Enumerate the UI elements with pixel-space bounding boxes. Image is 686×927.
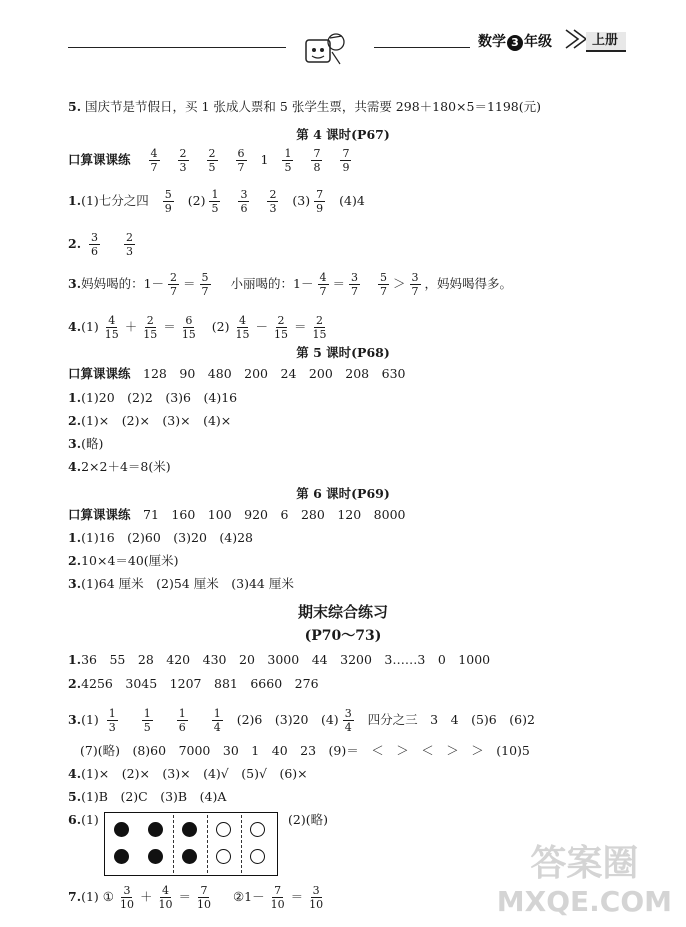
q-text: ＝: [294, 319, 307, 334]
fraction: [103, 314, 121, 341]
q-num: 7.: [68, 889, 82, 904]
q-text: 国庆节是节假日，买 1 张成人票和 5 张学生票，共需要 298＋180×5＝1198(元): [81, 99, 542, 114]
q-text: ＋: [124, 319, 138, 334]
fraction: [118, 884, 136, 911]
final-q2: [68, 676, 319, 692]
fraction: [269, 884, 287, 911]
q-text: ＝: [183, 276, 196, 291]
q-num: 4.: [68, 319, 82, 334]
fraction: [272, 314, 290, 341]
header-subject-text: 数学: [478, 34, 506, 50]
numerator: 1: [284, 147, 292, 160]
numerator: 1: [178, 707, 186, 720]
numerator: 2: [146, 314, 154, 327]
lesson6-q3: [68, 576, 294, 592]
q-num: 3.: [68, 576, 82, 591]
final-pages: (P70～73): [304, 628, 382, 644]
q-text: (1)× (2)× (3)× (4)×: [81, 413, 232, 428]
lesson4-kousuan: [68, 147, 355, 174]
q-num: 3.: [68, 712, 82, 727]
q-text: (2)(略): [288, 812, 328, 827]
lesson6-title: 第 6 课时(P69): [296, 486, 390, 501]
lesson4-q3: [68, 271, 512, 298]
final-q3-cont: [80, 743, 530, 759]
fraction: [149, 147, 160, 174]
q-num: 4.: [68, 459, 82, 474]
empty-dot: [250, 849, 265, 864]
q-num: 2.: [68, 413, 82, 428]
kousuan-label: 口算课课练: [68, 152, 131, 167]
fraction: [267, 188, 278, 215]
q-text: (2): [187, 193, 206, 208]
q-text: 36 55 28 420 430 20 3000 44 3200 3……3 0 1000: [81, 652, 491, 667]
denominator: 7: [150, 161, 158, 174]
prev-q5: [68, 99, 541, 115]
denominator: 6: [91, 245, 99, 258]
q-text: ＝: [163, 319, 176, 334]
denominator: 7: [351, 285, 359, 298]
denominator: 6: [240, 202, 248, 215]
fraction: [124, 231, 135, 258]
denominator: 3: [126, 245, 134, 258]
lesson5-q4: [68, 459, 171, 475]
grid-cell: [105, 813, 139, 875]
numerator: 2: [170, 271, 178, 284]
denominator: 6: [178, 721, 186, 734]
fraction: [178, 147, 189, 174]
denominator: 5: [211, 202, 219, 215]
fraction: [349, 271, 360, 298]
denominator: 7: [319, 285, 327, 298]
fraction: [180, 314, 198, 341]
lesson6-kousuan: [68, 507, 406, 523]
fraction: [156, 884, 174, 911]
q-text: ＋: [139, 889, 153, 904]
q-num: 5.: [68, 99, 82, 114]
numerator: 4: [150, 147, 158, 160]
q-text: (1): [81, 319, 99, 334]
q-text: ＝: [332, 276, 346, 291]
final-q1: [68, 652, 490, 668]
numerator: 6: [185, 314, 193, 327]
q-num: 5.: [68, 789, 82, 804]
q-text: 妈妈喝的：1－: [81, 276, 165, 291]
fraction: [142, 707, 153, 734]
q-text: ②1－: [232, 889, 265, 904]
q-text: (1)B (2)C (3)B (4)A: [81, 789, 227, 804]
q-text: ，妈妈喝得多。: [424, 276, 513, 291]
filled-dot: [114, 849, 129, 864]
fraction: [207, 147, 218, 174]
fraction: [343, 707, 354, 734]
fraction: [195, 884, 213, 911]
q-text: (略): [81, 436, 104, 451]
q-text: (1): [81, 812, 99, 827]
q-text: (1)64 厘米 (2)54 厘米 (3)44 厘米: [81, 576, 294, 591]
numerator: 3: [351, 271, 359, 284]
numerator: 5: [164, 188, 172, 201]
q-text: (1)20 (2)2 (3)6 (4)16: [81, 390, 238, 405]
empty-dot: [216, 849, 231, 864]
numerator: 1: [143, 707, 151, 720]
denominator: 9: [316, 202, 324, 215]
fraction: [311, 314, 329, 341]
q-num: 2.: [68, 676, 82, 691]
q-text: (1)七分之四: [81, 193, 149, 208]
numerator: 7: [274, 884, 282, 897]
watermark-bottom: MXQE.COM: [496, 885, 672, 918]
q-num: 4.: [68, 766, 82, 781]
q-text: (1): [81, 712, 99, 727]
q-text: ＞: [393, 276, 406, 291]
denominator: 5: [284, 161, 292, 174]
numerator: 1: [213, 707, 221, 720]
lesson5-kousuan: [68, 366, 406, 382]
filled-dot: [182, 822, 197, 837]
final-q3: [68, 707, 535, 734]
fraction: [163, 188, 174, 215]
whole-number: 1: [260, 152, 269, 167]
denominator: 3: [179, 161, 187, 174]
fraction: [200, 271, 211, 298]
numerator: 7: [313, 147, 321, 160]
numerator: 3: [123, 884, 131, 897]
numerator: 4: [108, 314, 116, 327]
q-text: (1)16 (2)60 (3)20 (4)28: [81, 530, 254, 545]
filled-dot: [114, 822, 129, 837]
denominator: 7: [170, 285, 178, 298]
numerator: 3: [411, 271, 419, 284]
kousuan-values: 71 160 100 920 6 280 120 8000: [143, 507, 406, 522]
q-text: (4)4: [339, 193, 365, 208]
numerator: 5: [380, 271, 387, 284]
fraction: [314, 188, 325, 215]
fraction: [168, 271, 179, 298]
denominator: 10: [309, 898, 324, 911]
q-num: 2.: [68, 236, 82, 251]
watermark: [497, 845, 672, 921]
grid-cell: [241, 813, 275, 875]
q-num: 1.: [68, 390, 82, 405]
final-q5: [68, 789, 226, 805]
q-num: 1.: [68, 530, 82, 545]
q-text: (2): [211, 319, 230, 334]
lesson6-q2: [68, 553, 179, 569]
denominator: 15: [274, 328, 289, 341]
fraction: [307, 884, 325, 911]
fraction: [318, 271, 329, 298]
empty-dot: [216, 822, 231, 837]
denominator: 5: [143, 721, 151, 734]
header-mascot-icon: [300, 30, 348, 70]
filled-dot: [148, 822, 163, 837]
q-text: (7)(略) (8)60 7000 30 1 40 23 (9)＝ ＜ ＞ ＜ ＞ ＞ (10)5: [80, 743, 530, 758]
numerator: 3: [91, 231, 99, 244]
numerator: 4: [319, 271, 327, 284]
grade-number-badge: 3: [507, 35, 523, 51]
kousuan-label: 口算课课练: [68, 507, 131, 522]
fraction: [234, 314, 252, 341]
kousuan-fractions: [135, 147, 356, 174]
numerator: 7: [200, 884, 208, 897]
denominator: 15: [143, 328, 158, 341]
numerator: 6: [237, 147, 245, 160]
grid-cell: [207, 813, 241, 875]
denominator: 8: [313, 161, 321, 174]
final-title: 期末综合练习: [297, 603, 388, 621]
final-q6-part2: [288, 812, 328, 828]
lesson4-q4: [68, 314, 333, 341]
fraction: [311, 147, 322, 174]
q-text: (1) ①: [81, 889, 114, 904]
q-num: 3.: [68, 276, 82, 291]
lesson4-title: 第 4 课时(P67): [296, 127, 390, 142]
kousuan-label: 口算课课练: [68, 366, 131, 381]
grid-cell: [173, 813, 207, 875]
numerator: 4: [161, 884, 169, 897]
numerator: 5: [201, 271, 209, 284]
final-q7: [68, 884, 329, 911]
q-num: 6.: [68, 812, 82, 827]
lesson5-q3: [68, 436, 103, 452]
fraction: [238, 188, 249, 215]
q-num: 2.: [68, 553, 82, 568]
denominator: 10: [270, 898, 285, 911]
q-text: 四分之三 3 4 (5)6 (6)2: [367, 712, 535, 727]
numerator: 2: [208, 147, 216, 160]
header-subject: [478, 31, 552, 51]
denominator: 4: [213, 721, 221, 734]
denominator: 9: [342, 161, 350, 174]
numerator: 7: [316, 188, 324, 201]
q-text: (1)× (2)× (3)× (4)√ (5)√ (6)×: [81, 766, 308, 781]
denominator: 10: [196, 898, 211, 911]
fraction: [410, 271, 421, 298]
numerator: 1: [211, 188, 219, 201]
header-volume: 上册: [592, 33, 619, 48]
numerator: 2: [269, 188, 277, 201]
denominator: 7: [201, 285, 209, 298]
fraction: [236, 147, 247, 174]
kousuan-values: 128 90 480 200 24 200 208 630: [143, 366, 406, 381]
denominator: 15: [104, 328, 119, 341]
denominator: 7: [237, 161, 245, 174]
numerator: 2: [277, 314, 285, 327]
header-volume-tab: [586, 32, 626, 52]
numerator: 3: [312, 884, 320, 897]
fraction: [177, 707, 188, 734]
lesson4-q1: [68, 188, 365, 215]
q-text: ＝: [178, 889, 191, 904]
header-rule-left: [68, 47, 286, 48]
q-text: (3): [292, 193, 311, 208]
denominator: 15: [312, 328, 327, 341]
denominator: 15: [235, 328, 250, 341]
denominator: 3: [108, 721, 116, 734]
header-grade-label: 年级: [524, 34, 552, 50]
q-num: 1.: [68, 652, 82, 667]
numerator: 2: [126, 231, 134, 244]
denominator: 15: [181, 328, 196, 341]
fraction: [89, 231, 100, 258]
numerator: 2: [179, 147, 187, 160]
q-text: 2×2＋4＝8(米): [81, 459, 171, 474]
numerator: 2: [316, 314, 324, 327]
denominator: 5: [208, 161, 216, 174]
numerator: 3: [344, 707, 352, 720]
fraction: [212, 707, 223, 734]
denominator: 3: [269, 202, 277, 215]
q-text: －: [255, 319, 269, 334]
q-text: 10×4＝40(厘米): [81, 553, 179, 568]
grid-cell: [139, 813, 173, 875]
denominator: 7: [411, 285, 419, 298]
lesson4-q2: [68, 231, 139, 258]
fraction: [378, 271, 389, 298]
fraction: [340, 147, 351, 174]
lesson5-q2: [68, 413, 231, 429]
filled-dot: [182, 849, 197, 864]
watermark-top: 答案圈: [530, 843, 639, 884]
final-q6: [68, 812, 99, 828]
denominator: 7: [380, 285, 387, 298]
lesson5-title: 第 5 课时(P68): [296, 345, 390, 360]
numerator: 1: [108, 707, 116, 720]
q-text: ＝: [290, 889, 304, 904]
numerator: 7: [342, 147, 350, 160]
filled-dot: [148, 849, 163, 864]
fraction: [209, 188, 220, 215]
denominator: 9: [164, 202, 172, 215]
denominator: 10: [158, 898, 173, 911]
final-q4: [68, 766, 308, 782]
q-num: 3.: [68, 436, 82, 451]
dot-grid: [104, 812, 278, 876]
q-text: 4256 3045 1207 881 6660 276: [81, 676, 319, 691]
q-text: (2)6 (3)20 (4): [236, 712, 339, 727]
header-rule-right: [374, 47, 470, 48]
fraction: [282, 147, 293, 174]
fraction: [107, 707, 118, 734]
q-num: 1.: [68, 193, 82, 208]
q-text: 小丽喝的：1－: [230, 276, 314, 291]
empty-dot: [250, 822, 265, 837]
fraction: [141, 314, 159, 341]
lesson5-q1: [68, 390, 237, 406]
numerator: 4: [239, 314, 247, 327]
denominator: 4: [344, 721, 352, 734]
denominator: 10: [119, 898, 134, 911]
lesson6-q1: [68, 530, 253, 546]
numerator: 3: [240, 188, 248, 201]
